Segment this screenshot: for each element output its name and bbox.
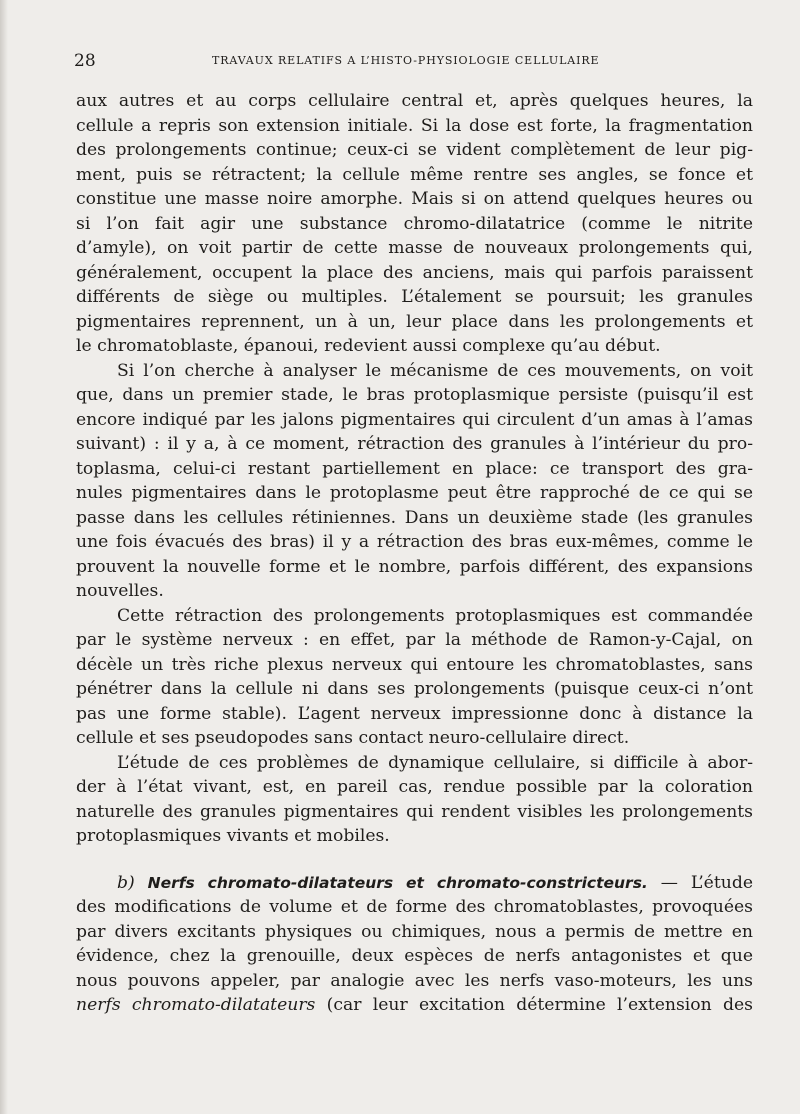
text-line: Si l’on cherche à analyser le mécanisme de ces mouvements, on voit bbox=[117, 360, 753, 381]
text-line: des prolongements continue; ceux-ci se vident complètement de leur pig- bbox=[76, 140, 753, 160]
text-line: pénétrer dans la cellule ni dans ses prolongements (puisque ceux-ci n’ont bbox=[76, 679, 753, 699]
text-line: des modifications de volume et de forme des chromatoblastes, provoquées bbox=[76, 897, 753, 917]
text-line: décèle un très riche plexus nerveux qui entoure les chromatoblastes, sans bbox=[76, 654, 753, 675]
text-line: cellule et ses pseudopodes sans contact neuro-cellulaire direct. bbox=[76, 728, 630, 748]
text-line: pigmentaires reprennent, un à un, leur place dans les prolongements et bbox=[76, 311, 753, 332]
paragraph-2 bbox=[76, 359, 753, 604]
paragraph-4 bbox=[76, 751, 753, 849]
text-line: différents de siège ou multiples. L’étalement se poursuit; les granules bbox=[76, 287, 753, 307]
text-run: (car leur excitation détermine l’extension des bbox=[326, 995, 754, 1015]
running-title: TRAVAUX RELATIFS A L’HISTO-PHYSIOLOGIE CELLULAIRE bbox=[212, 54, 600, 67]
text-line: toplasma, celui-ci restant partiellement en place: ce transport des gra- bbox=[76, 458, 753, 479]
text-line: L’étude de ces problèmes de dynamique cellulaire, si difficile à abor- bbox=[117, 752, 753, 773]
paragraph-3 bbox=[76, 604, 753, 751]
page-edge-shadow bbox=[0, 0, 8, 1114]
text-line: suivant) : il y a, à ce moment, rétraction des granules à l’intérieur du pro- bbox=[76, 434, 753, 454]
text-line: par le système nerveux : en effet, par la méthode de Ramon-y-Cajal, on bbox=[76, 630, 753, 650]
text-line: naturelle des granules pigmentaires qui rendent visibles les prolongements bbox=[76, 801, 753, 822]
text-line: ment, puis se rétractent; la cellule même rentre ses angles, se fonce et bbox=[76, 164, 753, 185]
page-header bbox=[74, 50, 754, 72]
section-b bbox=[76, 871, 753, 1018]
text-line: le chromatoblaste, épanoui, redevient aussi complexe qu’au début. bbox=[76, 336, 661, 356]
text-line: Cette rétraction des prolongements protoplasmiques est commandée bbox=[117, 605, 753, 626]
text-line: cellule a repris son extension initiale. Si la dose est forte, la fragmentation bbox=[76, 115, 753, 136]
body-text bbox=[76, 89, 753, 1018]
section-marker: b) bbox=[117, 872, 135, 893]
italic-term: nerfs chromato-dilatateurs bbox=[76, 995, 316, 1015]
section-heading: Nerfs chromato-dilatateurs et chromato-constricteurs. bbox=[147, 873, 648, 892]
text-line: protoplasmiques vivants et mobiles. bbox=[76, 826, 390, 846]
text-line: une fois évacués des bras) il y a rétraction des bras eux-mêmes, comme le bbox=[76, 532, 753, 552]
section-heading-line bbox=[76, 871, 753, 896]
text-line: évidence, chez la grenouille, deux espèces de nerfs antagonistes et que bbox=[76, 946, 753, 966]
paragraph-1 bbox=[76, 89, 753, 359]
text-line: aux autres et au corps cellulaire central et, après quelques heures, la bbox=[76, 91, 753, 111]
text-line: par divers excitants physiques ou chimiques, nous a permis de mettre en bbox=[76, 921, 753, 942]
text-line: si l’on fait agir une substance chromo-dilatatrice (comme le nitrite bbox=[76, 213, 753, 234]
text-line: constitue une masse noire amorphe. Mais si on attend quelques heures ou bbox=[76, 189, 753, 209]
text-line: nous pouvons appeler, par analogie avec les nerfs vaso-moteurs, les uns bbox=[76, 970, 753, 991]
text-line: passe dans les cellules rétiniennes. Dans un deuxième stade (les granules bbox=[76, 507, 753, 528]
section-spacer bbox=[76, 849, 753, 871]
text-line: généralement, occupent la place des anciens, mais qui parfois paraissent bbox=[76, 262, 753, 283]
text-line: der à l’état vivant, est, en pareil cas, rendue possible par la coloration bbox=[76, 777, 753, 797]
text-line: d’amyle), on voit partir de cette masse de nouveaux prolongements qui, bbox=[76, 238, 753, 258]
text-line: que, dans un premier stade, le bras protoplasmique persiste (puisqu’il est bbox=[76, 385, 753, 405]
text-line: nules pigmentaires dans le protoplasme peut être rapproché de ce qui se bbox=[76, 483, 753, 503]
page-number: 28 bbox=[74, 51, 96, 71]
section-heading-tail: — L’étude bbox=[660, 872, 753, 893]
text-line: nouvelles. bbox=[76, 581, 164, 601]
text-line-final bbox=[76, 993, 753, 1018]
text-line: encore indiqué par les jalons pigmentaires qui circulent d’un amas à l’amas bbox=[76, 409, 753, 430]
text-line: prouvent la nouvelle forme et le nombre, parfois différent, des expansions bbox=[76, 556, 753, 577]
text-line: pas une forme stable). L’agent nerveux impressionne donc à distance la bbox=[76, 703, 753, 724]
